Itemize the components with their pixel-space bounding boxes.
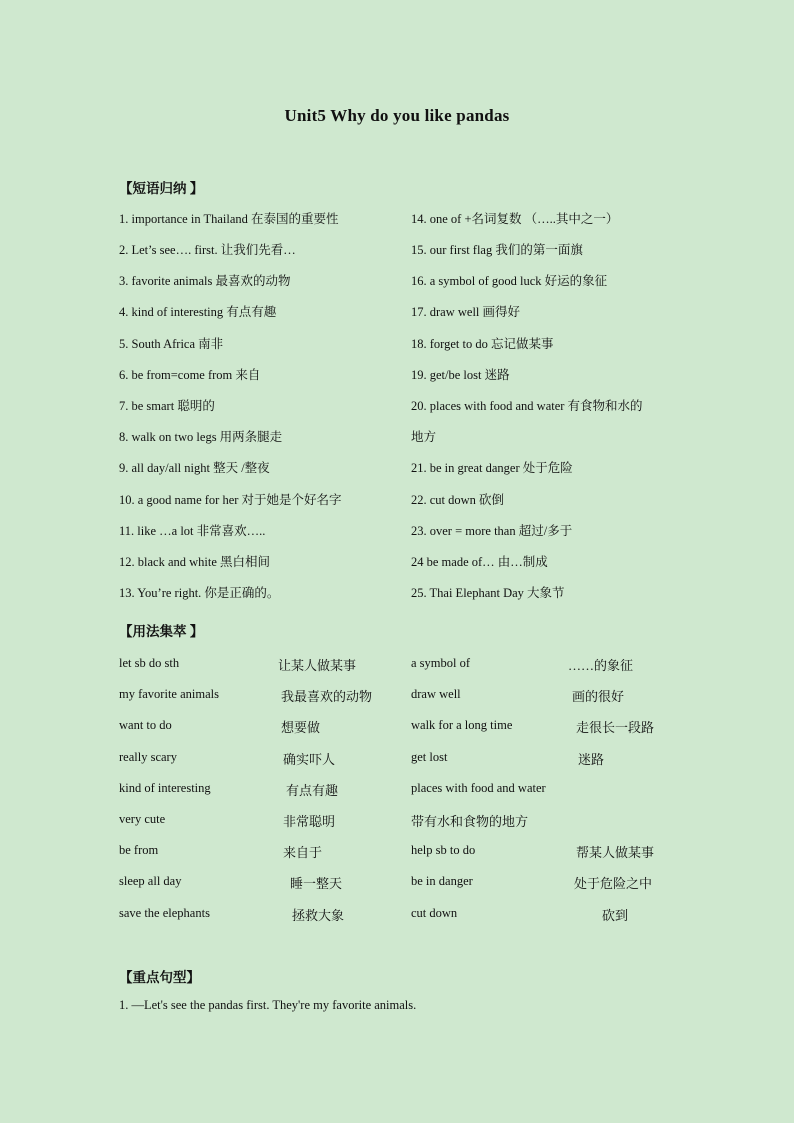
section-heading-phrases: 【短语归纳 】 <box>119 181 204 196</box>
phrase-item: 3. favorite animals 最喜欢的动物 <box>119 274 291 288</box>
usage-chinese: 帮某人做某事 <box>576 845 655 860</box>
usage-english: really scary <box>119 750 177 764</box>
usage-english: help sb to do <box>411 843 476 857</box>
phrase-item: 17. draw well 画得好 <box>411 305 521 319</box>
section-heading-key-sentences: 【重点句型】 <box>119 970 200 985</box>
usage-english: very cute <box>119 812 166 826</box>
usage-chinese: 走很长一段路 <box>576 720 655 735</box>
phrase-item: 7. be smart 聪明的 <box>119 399 215 413</box>
phrase-item: 21. be in great danger 处于危险 <box>411 461 573 475</box>
usage-english: places with food and water <box>411 781 546 795</box>
usage-chinese: 我最喜欢的动物 <box>281 689 373 704</box>
usage-english: let sb do sth <box>119 656 180 670</box>
usage-chinese: 非常聪明 <box>283 814 336 829</box>
usage-chinese: 砍到 <box>602 908 629 923</box>
usage-english: cut down <box>411 906 458 920</box>
usage-chinese: 画的很好 <box>572 689 625 704</box>
phrase-item: 10. a good name for her 对于她是个好名字 <box>119 493 342 507</box>
phrase-item: 9. all day/all night 整天 /整夜 <box>119 461 270 475</box>
phrase-item: 4. kind of interesting 有点有趣 <box>119 305 277 319</box>
usage-english: walk for a long time <box>411 718 513 732</box>
usage-chinese: 让某人做某事 <box>278 658 357 673</box>
phrase-item: 1. importance in Thailand 在泰国的重要性 <box>119 212 339 226</box>
phrase-item: 8. walk on two legs 用两条腿走 <box>119 430 283 444</box>
phrase-item: 15. our first flag 我们的第一面旗 <box>411 243 583 257</box>
page-title: Unit5 Why do you like pandas <box>284 106 510 125</box>
usage-english: be from <box>119 843 159 857</box>
usage-english: kind of interesting <box>119 781 211 795</box>
usage-english: my favorite animals <box>119 687 219 701</box>
phrase-item: 13. You’re right. 你是正确的。 <box>119 586 280 600</box>
usage-english: sleep all day <box>119 874 182 888</box>
phrase-item: 12. black and white 黑白相间 <box>119 555 271 569</box>
usage-english: get lost <box>411 750 448 764</box>
phrase-item: 22. cut down 砍倒 <box>411 493 505 507</box>
phrase-item: 23. over = more than 超过/多于 <box>411 524 573 538</box>
usage-english: want to do <box>119 718 172 732</box>
usage-chinese: 睡一整天 <box>290 876 343 891</box>
phrase-item: 19. get/be lost 迷路 <box>411 368 510 382</box>
usage-chinese: ……的象征 <box>568 658 634 673</box>
usage-chinese: 处于危险之中 <box>574 876 653 891</box>
usage-chinese: 有点有趣 <box>286 783 339 798</box>
phrase-item: 16. a symbol of good luck 好运的象征 <box>411 274 608 288</box>
usage-chinese: 带有水和食物的地方 <box>411 814 529 829</box>
usage-chinese: 来自于 <box>283 845 323 860</box>
usage-chinese: 确实吓人 <box>283 752 336 767</box>
phrase-item: 20. places with food and water 有食物和水的 <box>411 399 643 413</box>
key-sentence: 1. —Let's see the pandas first. They're my favorite animals. <box>119 998 417 1012</box>
usage-english: be in danger <box>411 874 473 888</box>
section-heading-usage: 【用法集萃 】 <box>119 624 204 639</box>
usage-english: a symbol of <box>411 656 471 670</box>
phrase-item: 2. Let’s see…. first. 让我们先看… <box>119 243 296 257</box>
usage-english: draw well <box>411 687 461 701</box>
phrase-item: 11. like …a lot 非常喜欢….. <box>119 524 266 538</box>
usage-chinese: 想要做 <box>281 720 321 735</box>
phrase-item: 25. Thai Elephant Day 大象节 <box>411 586 565 600</box>
phrase-item: 6. be from=come from 来自 <box>119 368 261 382</box>
phrase-item: 5. South Africa 南非 <box>119 337 224 351</box>
phrase-item: 14. one of +名词复数 （…..其中之一） <box>411 212 619 226</box>
phrase-item: 24 be made of… 由…制成 <box>411 555 548 569</box>
usage-chinese: 拯救大象 <box>292 908 345 923</box>
usage-english: save the elephants <box>119 906 210 920</box>
phrase-item: 18. forget to do 忘记做某事 <box>411 337 554 351</box>
usage-chinese: 迷路 <box>578 752 605 767</box>
phrase-item: 地方 <box>411 430 437 444</box>
